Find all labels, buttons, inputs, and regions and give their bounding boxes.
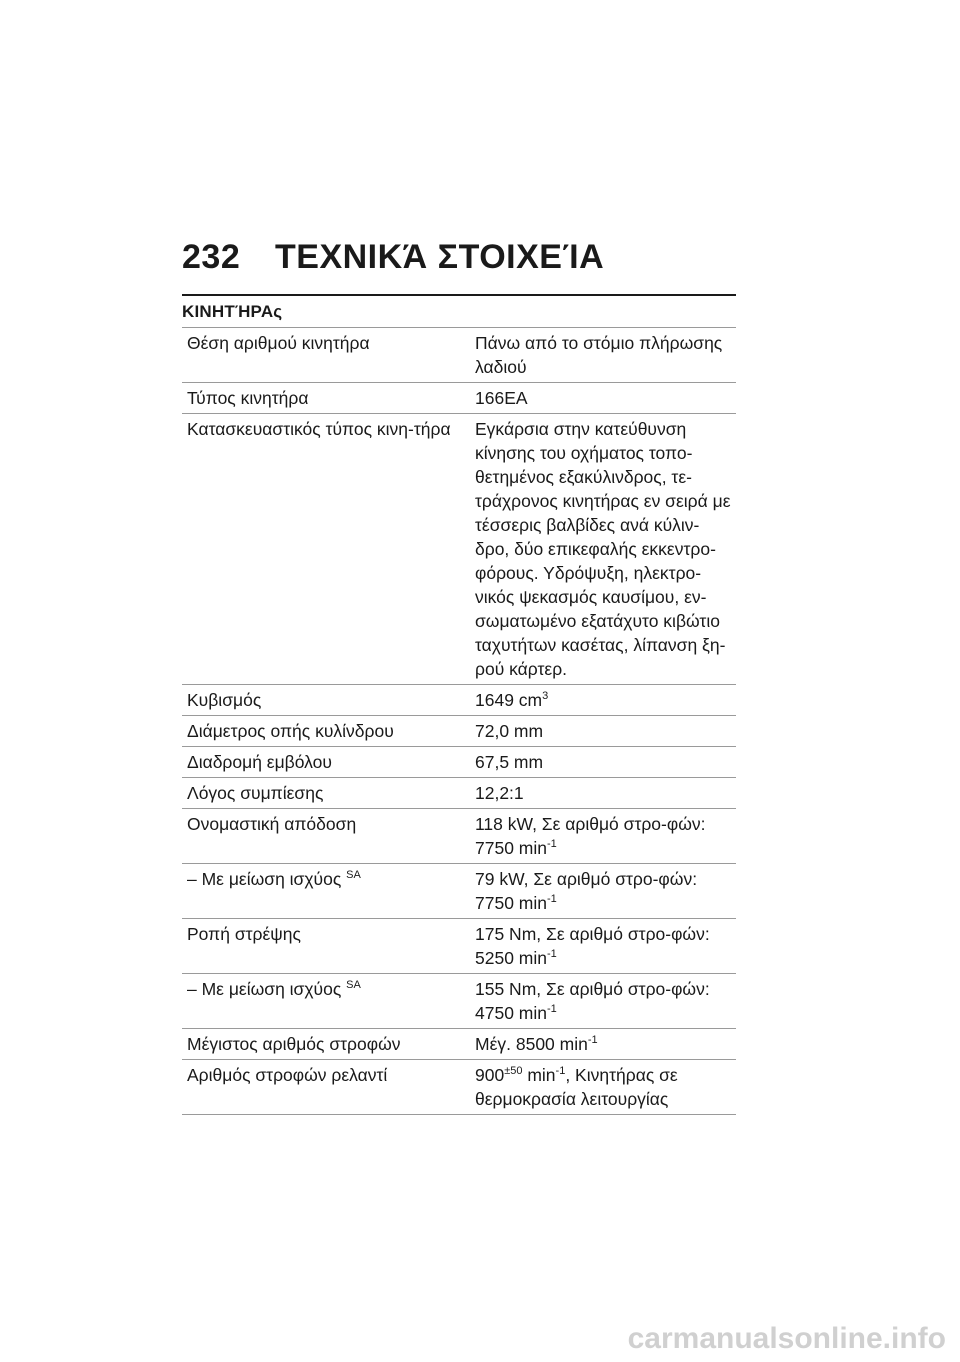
spec-label-text: Μέγιστος αριθμός στροφών xyxy=(187,1034,401,1054)
spec-label-text: Λόγος συμπίεσης xyxy=(187,783,324,803)
page-title: ΤΕΧΝΙΚΆ ΣΤΟΙΧΕΊΑ xyxy=(275,238,605,276)
spec-value-text: 1649 cm xyxy=(475,690,543,710)
spec-label xyxy=(182,864,470,919)
spec-value-sup: ±50 xyxy=(504,1065,523,1078)
table-row xyxy=(182,685,736,716)
spec-value-text: 79 kW, Σε αριθμό στρο-φών: 7750 min xyxy=(475,869,698,913)
specs-table xyxy=(182,328,736,1115)
table-row xyxy=(182,414,736,685)
spec-value xyxy=(470,864,736,919)
spec-value-sup: -1 xyxy=(547,893,557,906)
spec-label xyxy=(182,747,470,778)
spec-value-text: Εγκάρσια στην κατεύθυνση κίνησης του οχήματος τοπο-θετημένος εξακύλινδρος, τε-τράχρονος κινητήρας εν σειρά με τέσσερις βαλβίδες ανά κύλιν-δρο, δύο επικεφαλής εκκεντρο-φόρους. Υδρόψυξη, ηλεκτρο-νικός ψεκασμός καυσίμου, εν-σωματωμένο εξατάχυτο κιβώτιο ταχυτήτων κασέτας, λίπανση ξη-ρού κάρτερ. xyxy=(475,419,731,679)
spec-value-text: 67,5 mm xyxy=(475,752,544,772)
section-title: ΚΙΝΗΤΉΡΑς xyxy=(182,294,736,328)
spec-label xyxy=(182,414,470,685)
spec-value xyxy=(470,1060,736,1115)
spec-value-text: 118 kW, Σε αριθμό στρο-φών: 7750 min xyxy=(475,814,706,858)
spec-value-text: 72,0 mm xyxy=(475,721,544,741)
spec-label xyxy=(182,383,470,414)
spec-label-text: Κατασκευαστικός τύπος κινη-τήρα xyxy=(187,419,451,439)
spec-value-text: Μέγ. 8500 min xyxy=(475,1034,588,1054)
spec-value xyxy=(470,383,736,414)
page-number: 232 xyxy=(182,238,241,276)
watermark-text: carmanualsonline.info xyxy=(627,1322,946,1355)
spec-value-text: 166EA xyxy=(475,388,528,408)
table-row xyxy=(182,716,736,747)
spec-value xyxy=(470,974,736,1029)
spec-value xyxy=(470,747,736,778)
table-row xyxy=(182,383,736,414)
spec-value-text: 155 Nm, Σε αριθμό στρο-φών: 4750 min xyxy=(475,979,710,1023)
spec-label-text: Ροπή στρέψης xyxy=(187,924,301,944)
table-row xyxy=(182,778,736,809)
spec-value xyxy=(470,328,736,383)
spec-label-text: Αριθμός στροφών ρελαντί xyxy=(187,1065,388,1085)
spec-label-text: Διαδρομή εμβόλου xyxy=(187,752,332,772)
spec-label xyxy=(182,716,470,747)
spec-value xyxy=(470,919,736,974)
spec-label-text: – Με μείωση ισχύος xyxy=(187,869,342,889)
spec-value-text: Πάνω από το στόμιο πλήρωσης λαδιού xyxy=(475,333,723,377)
spec-value xyxy=(470,1029,736,1060)
spec-value-text: , Κινητήρας σε θερμοκρασία λειτουργίας xyxy=(475,1065,678,1109)
spec-label-text: Θέση αριθμού κινητήρα xyxy=(187,333,370,353)
spec-label-text: Κυβισμός xyxy=(187,690,262,710)
spec-value xyxy=(470,809,736,864)
spec-value-sup: -1 xyxy=(547,948,557,961)
spec-value-sup: -1 xyxy=(547,838,557,851)
table-row xyxy=(182,864,736,919)
spec-label xyxy=(182,919,470,974)
spec-value-sup: 3 xyxy=(542,690,549,703)
table-row xyxy=(182,919,736,974)
table-row xyxy=(182,1029,736,1060)
spec-label xyxy=(182,1060,470,1115)
spec-label xyxy=(182,778,470,809)
spec-label xyxy=(182,974,470,1029)
page-header xyxy=(182,238,742,277)
spec-value-text: min xyxy=(522,1065,556,1085)
spec-value-text: 12,2:1 xyxy=(475,783,524,803)
spec-label xyxy=(182,1029,470,1060)
spec-value xyxy=(470,414,736,685)
spec-value-sup: -1 xyxy=(587,1034,598,1047)
spec-value xyxy=(470,685,736,716)
spec-label xyxy=(182,809,470,864)
spec-label-text: Διάμετρος οπής κυλίνδρου xyxy=(187,721,394,741)
spec-label-sup: SA xyxy=(346,869,361,882)
table-row xyxy=(182,974,736,1029)
spec-value-text: 900 xyxy=(475,1065,505,1085)
spec-label-text: Τύπος κινητήρα xyxy=(187,388,309,408)
table-row xyxy=(182,809,736,864)
engine-section xyxy=(182,294,736,1115)
table-row xyxy=(182,328,736,383)
spec-label-sup: SA xyxy=(346,979,361,992)
spec-label xyxy=(182,685,470,716)
spec-label-text: Ονομαστική απόδοση xyxy=(187,814,357,834)
table-row xyxy=(182,1060,736,1115)
spec-value xyxy=(470,778,736,809)
spec-value-sup: -1 xyxy=(555,1065,566,1078)
spec-value-text: 175 Nm, Σε αριθμό στρο-φών: 5250 min xyxy=(475,924,710,968)
spec-value xyxy=(470,716,736,747)
table-row xyxy=(182,747,736,778)
spec-label xyxy=(182,328,470,383)
spec-value-sup: -1 xyxy=(547,1003,557,1016)
spec-label-text: – Με μείωση ισχύος xyxy=(187,979,342,999)
